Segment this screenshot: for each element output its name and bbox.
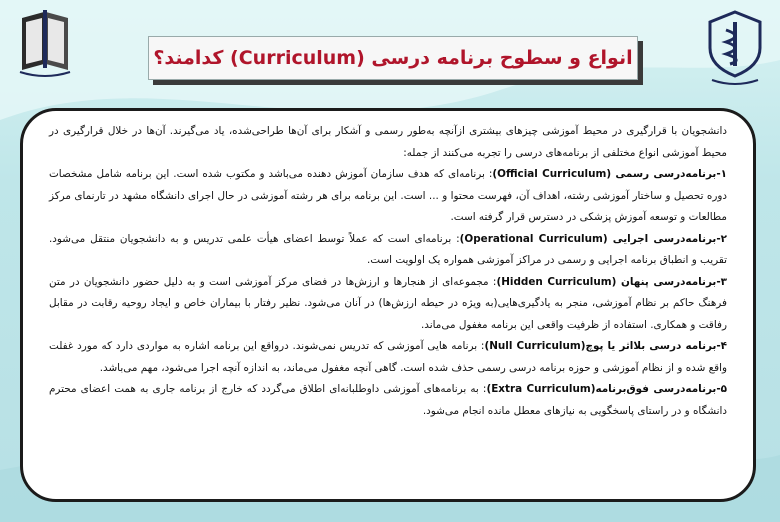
item-heading: ۱-برنامه‌درسی رسمی (Official Curriculum) (492, 168, 727, 180)
book-emblem-icon (14, 8, 76, 84)
list-item (49, 229, 727, 272)
content-text (49, 121, 727, 422)
item-heading: ۲-برنامه‌درسی اجرایی (Operational Curriculum) (459, 232, 727, 245)
list-item (49, 336, 727, 379)
item-text: : برنامه‌ای است که عملاً توسط اعضای هیأت علمی تدریس و به دانشجویان منتقل می‌شود. تقریب و انطباق برنامه اجرایی و رسمی در مراکز آموزشی همواره یک اولویت است. (49, 232, 727, 266)
item-text: : برنامه‌ای که هدف سازمان آموزش دهنده می‌باشد و مکتوب شده است. این برنامه شامل مشخصات دوره تحصیل و ساختار آموزشی رشته، اهداف آن، فهرست محتوا و ... است. این برنامه برای هر رشته آموزشی در حال اجرای دانشگاه مشهد در تارنمای مرکز مطالعات و توسعه آموزش پزشکی در دسترس قرار گرفته است. (49, 168, 727, 223)
item-text: : به برنامه‌های آموزشی داوطلبانه‌ای اطلاق می‌گردد که خارج از برنامه جاری به همت اعضای محترم دانشگاه و در راستای پاسخگویی به نیازهای معطل مانده انجام می‌شود. (49, 383, 727, 417)
item-text: : برنامه هایی آموزشی که تدریس نمی‌شوند. درواقع این برنامه اشاره به مواردی دارد که مورد غفلت واقع شده و از نظام آموزشی و حوزه برنامه درسی رسمی حذف شده است. گاهی آنچه مغفول می‌ماند، به اندازه آنچه اجرا می‌شود، مهم می‌باشد. (49, 340, 727, 374)
content-panel (20, 108, 756, 502)
intro-paragraph: دانشجویان با قرارگیری در محیط آموزشی چیزهای بیشتری ازآنچه به‌طور رسمی و آشکار برای آن‌ها طراحی‌شده، یاد می‌گیرند. آن‌ها در خلال قرارگیری در محیط آموزشی انواع مختلفی از برنامه‌های درسی را تجربه می‌کنند از جمله: (49, 125, 727, 159)
list-item (49, 379, 727, 422)
item-heading: ۵-برنامه‌درسی فوق‌برنامه(Extra Curriculum) (486, 383, 727, 395)
list-item (49, 272, 727, 337)
item-heading: ۴-برنامه درسی بلااثر یا پوچ(Null Curriculum) (484, 340, 728, 352)
list-item (49, 164, 727, 229)
title-banner (148, 36, 638, 80)
right-logo (700, 8, 770, 86)
page-title: انواع و سطوح برنامه درسی (Curriculum) کدامند؟ (153, 47, 633, 69)
left-logo (14, 8, 76, 84)
item-heading: ۳-برنامه‌درسی پنهان (Hidden Curriculum) (496, 275, 727, 288)
item-text: : مجموعه‌ای از هنجارها و ارزش‌ها در فضای مرکز آموزشی است و به دلیل حضور دانشجویان در متن فرهنگ حاکم بر نظام آموزشی، منجر به یادگیری‌هایی(به ویژه در حیطه ارزش‌ها) در آنان می‌شود. نظیر رفتار با بیماران خاص و ایجاد روحیه رقابت در مقابل رفاقت و همکاری. استفاده از ظرفیت واقعی این برنامه مغفول می‌ماند. (49, 275, 727, 331)
university-emblem-icon (700, 8, 770, 86)
